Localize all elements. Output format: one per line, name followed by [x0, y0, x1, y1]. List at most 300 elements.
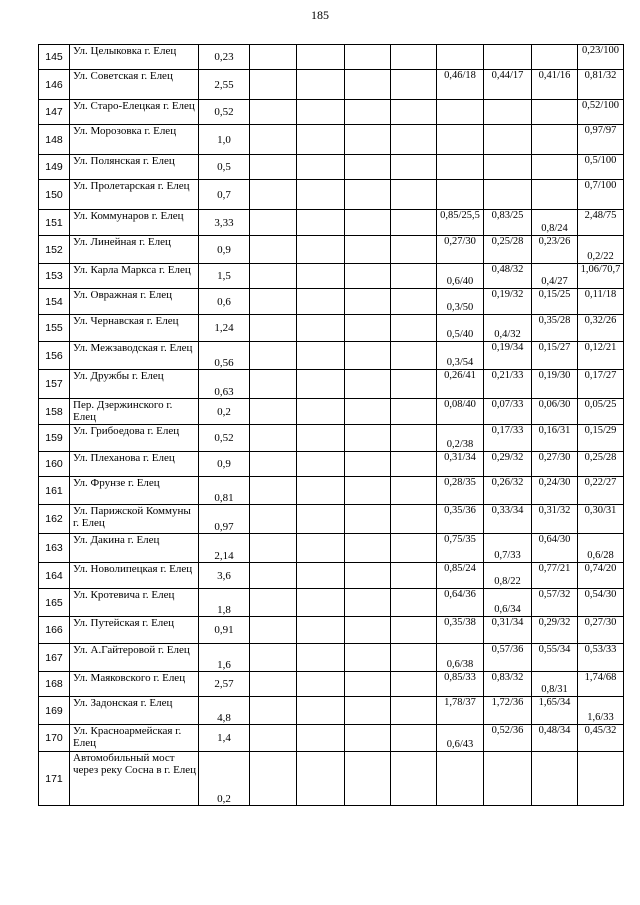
table-row: [39, 45, 624, 70]
empty-cell: [250, 563, 297, 589]
empty-cell: [391, 563, 437, 589]
empty-cell: [391, 155, 437, 180]
road-name-cell: Ул. Кротевича г. Елец: [70, 589, 199, 617]
empty-cell: [345, 236, 391, 264]
road-name-cell: Ул. А.Гайтеровой г. Елец: [70, 644, 199, 672]
length-cell: 0,91: [199, 617, 250, 644]
value-cell: 0,30/31: [578, 505, 624, 534]
table-row: [39, 452, 624, 477]
value-cell: 0,54/30: [578, 589, 624, 617]
empty-cell: [250, 477, 297, 505]
empty-cell: [250, 505, 297, 534]
length-cell: 1,6: [199, 644, 250, 672]
value-cell: 0,52/36: [484, 725, 532, 752]
row-number-cell: 146: [39, 70, 70, 100]
empty-cell: [297, 697, 345, 725]
road-name-cell: Ул. Задонская г. Елец: [70, 697, 199, 725]
empty-cell: [250, 370, 297, 399]
length-cell: 0,52: [199, 425, 250, 452]
table-row: [39, 589, 624, 617]
length-cell: 0,9: [199, 452, 250, 477]
empty-cell: [297, 477, 345, 505]
road-name-cell: Ул. Фрунзе г. Елец: [70, 477, 199, 505]
value-cell: 0,05/25: [578, 399, 624, 425]
value-cell: 0,97/97: [578, 125, 624, 155]
value-cell: 0,2/38: [437, 425, 484, 452]
empty-cell: [391, 210, 437, 236]
value-cell: 0,4/27: [532, 264, 578, 289]
value-cell: [437, 125, 484, 155]
empty-cell: [297, 672, 345, 697]
empty-cell: [391, 589, 437, 617]
value-cell: 0,15/25: [532, 289, 578, 315]
value-cell: 1,6/33: [578, 697, 624, 725]
value-cell: [484, 155, 532, 180]
empty-cell: [345, 125, 391, 155]
value-cell: 0,53/33: [578, 644, 624, 672]
value-cell: [437, 180, 484, 210]
row-number-cell: 161: [39, 477, 70, 505]
empty-cell: [345, 425, 391, 452]
row-number-cell: 158: [39, 399, 70, 425]
value-cell: 0,57/32: [532, 589, 578, 617]
empty-cell: [297, 505, 345, 534]
empty-cell: [391, 45, 437, 70]
value-cell: 0,08/40: [437, 399, 484, 425]
length-cell: 0,7: [199, 180, 250, 210]
empty-cell: [250, 155, 297, 180]
value-cell: 0,8/24: [532, 210, 578, 236]
value-cell: 0,64/36: [437, 589, 484, 617]
empty-cell: [297, 617, 345, 644]
empty-cell: [297, 342, 345, 370]
value-cell: 0,27/30: [578, 617, 624, 644]
value-cell: 0,16/31: [532, 425, 578, 452]
empty-cell: [345, 315, 391, 342]
value-cell: 0,15/27: [532, 342, 578, 370]
road-name-cell: Ул. Путейская г. Елец: [70, 617, 199, 644]
value-cell: 0,24/30: [532, 477, 578, 505]
length-cell: 0,2: [199, 752, 250, 806]
length-cell: 0,6: [199, 289, 250, 315]
empty-cell: [297, 399, 345, 425]
empty-cell: [297, 563, 345, 589]
value-cell: 2,48/75: [578, 210, 624, 236]
value-cell: 0,48/32: [484, 264, 532, 289]
value-cell: 0,26/32: [484, 477, 532, 505]
value-cell: [437, 45, 484, 70]
value-cell: 0,74/20: [578, 563, 624, 589]
table-row: [39, 563, 624, 589]
empty-cell: [250, 617, 297, 644]
value-cell: 0,6/43: [437, 725, 484, 752]
table-row: [39, 125, 624, 155]
empty-cell: [297, 644, 345, 672]
empty-cell: [250, 644, 297, 672]
value-cell: 0,52/100: [578, 100, 624, 125]
table-row: [39, 399, 624, 425]
value-cell: 1,74/68: [578, 672, 624, 697]
empty-cell: [297, 370, 345, 399]
value-cell: 0,6/28: [578, 534, 624, 563]
length-cell: 2,55: [199, 70, 250, 100]
road-name-cell: Ул. Коммунаров г. Елец: [70, 210, 199, 236]
value-cell: 0,31/34: [484, 617, 532, 644]
value-cell: [578, 752, 624, 806]
empty-cell: [391, 452, 437, 477]
empty-cell: [250, 589, 297, 617]
empty-cell: [391, 644, 437, 672]
length-cell: 0,97: [199, 505, 250, 534]
road-name-cell: Ул. Старо-Елецкая г. Елец: [70, 100, 199, 125]
table-row: [39, 70, 624, 100]
table-row: [39, 210, 624, 236]
table-row: [39, 425, 624, 452]
road-name-cell: Ул. Карла Маркса г. Елец: [70, 264, 199, 289]
empty-cell: [345, 725, 391, 752]
value-cell: 0,26/41: [437, 370, 484, 399]
empty-cell: [297, 589, 345, 617]
empty-cell: [345, 534, 391, 563]
empty-cell: [250, 236, 297, 264]
value-cell: 0,8/31: [532, 672, 578, 697]
length-cell: 0,63: [199, 370, 250, 399]
empty-cell: [297, 264, 345, 289]
value-cell: 0,6/38: [437, 644, 484, 672]
value-cell: [532, 125, 578, 155]
row-number-cell: 155: [39, 315, 70, 342]
value-cell: 0,25/28: [578, 452, 624, 477]
value-cell: 0,45/32: [578, 725, 624, 752]
value-cell: [532, 45, 578, 70]
road-name-cell: Пер. Дзержинского г. Елец: [70, 399, 199, 425]
empty-cell: [297, 752, 345, 806]
table-row: [39, 180, 624, 210]
empty-cell: [391, 425, 437, 452]
table-row: [39, 644, 624, 672]
empty-cell: [391, 672, 437, 697]
row-number-cell: 152: [39, 236, 70, 264]
empty-cell: [250, 534, 297, 563]
empty-cell: [345, 155, 391, 180]
road-name-cell: Автомобильный мост через реку Сосна в г. Елец: [70, 752, 199, 806]
value-cell: [484, 752, 532, 806]
table-row: [39, 477, 624, 505]
row-number-cell: 166: [39, 617, 70, 644]
empty-cell: [391, 617, 437, 644]
value-cell: 0,64/30: [532, 534, 578, 563]
value-cell: 0,7/100: [578, 180, 624, 210]
value-cell: 0,06/30: [532, 399, 578, 425]
empty-cell: [391, 125, 437, 155]
empty-cell: [345, 477, 391, 505]
empty-cell: [345, 210, 391, 236]
empty-cell: [391, 370, 437, 399]
value-cell: 0,77/21: [532, 563, 578, 589]
table-row: [39, 752, 624, 806]
length-cell: 1,24: [199, 315, 250, 342]
value-cell: 0,19/34: [484, 342, 532, 370]
value-cell: [484, 100, 532, 125]
empty-cell: [250, 697, 297, 725]
empty-cell: [297, 425, 345, 452]
empty-cell: [345, 505, 391, 534]
value-cell: 0,44/17: [484, 70, 532, 100]
row-number-cell: 171: [39, 752, 70, 806]
empty-cell: [297, 100, 345, 125]
table-row: [39, 672, 624, 697]
value-cell: 0,32/26: [578, 315, 624, 342]
table-row: [39, 155, 624, 180]
value-cell: [484, 180, 532, 210]
table-row: [39, 697, 624, 725]
value-cell: 0,23/26: [532, 236, 578, 264]
road-name-cell: Ул. Овражная г. Елец: [70, 289, 199, 315]
value-cell: 1,65/34: [532, 697, 578, 725]
empty-cell: [250, 180, 297, 210]
empty-cell: [250, 45, 297, 70]
value-cell: 0,3/54: [437, 342, 484, 370]
empty-cell: [345, 289, 391, 315]
row-number-cell: 148: [39, 125, 70, 155]
empty-cell: [345, 452, 391, 477]
empty-cell: [250, 672, 297, 697]
empty-cell: [250, 210, 297, 236]
value-cell: 0,25/28: [484, 236, 532, 264]
value-cell: 0,83/25: [484, 210, 532, 236]
row-number-cell: 163: [39, 534, 70, 563]
empty-cell: [345, 589, 391, 617]
empty-cell: [250, 125, 297, 155]
table-row: [39, 617, 624, 644]
empty-cell: [391, 70, 437, 100]
row-number-cell: 164: [39, 563, 70, 589]
empty-cell: [345, 342, 391, 370]
empty-cell: [391, 477, 437, 505]
length-cell: 0,2: [199, 399, 250, 425]
length-cell: 1,8: [199, 589, 250, 617]
value-cell: 0,15/29: [578, 425, 624, 452]
value-cell: 0,28/35: [437, 477, 484, 505]
empty-cell: [345, 617, 391, 644]
empty-cell: [250, 100, 297, 125]
length-cell: 0,52: [199, 100, 250, 125]
empty-cell: [250, 315, 297, 342]
row-number-cell: 170: [39, 725, 70, 752]
empty-cell: [345, 697, 391, 725]
length-cell: 3,33: [199, 210, 250, 236]
row-number-cell: 167: [39, 644, 70, 672]
road-name-cell: Ул. Парижской Коммуны г. Елец: [70, 505, 199, 534]
table-row: [39, 534, 624, 563]
row-number-cell: 159: [39, 425, 70, 452]
empty-cell: [297, 534, 345, 563]
road-name-cell: Ул. Новолипецкая г. Елец: [70, 563, 199, 589]
empty-cell: [345, 264, 391, 289]
value-cell: 0,85/33: [437, 672, 484, 697]
table-row: [39, 236, 624, 264]
empty-cell: [391, 100, 437, 125]
empty-cell: [250, 725, 297, 752]
length-cell: 0,23: [199, 45, 250, 70]
empty-cell: [391, 697, 437, 725]
row-number-cell: 168: [39, 672, 70, 697]
empty-cell: [345, 70, 391, 100]
value-cell: 0,19/30: [532, 370, 578, 399]
empty-cell: [250, 752, 297, 806]
empty-cell: [250, 425, 297, 452]
empty-cell: [250, 399, 297, 425]
row-number-cell: 151: [39, 210, 70, 236]
value-cell: 0,55/34: [532, 644, 578, 672]
empty-cell: [391, 752, 437, 806]
value-cell: 0,46/18: [437, 70, 484, 100]
row-number-cell: 169: [39, 697, 70, 725]
road-name-cell: Ул. Советская г. Елец: [70, 70, 199, 100]
value-cell: 0,3/50: [437, 289, 484, 315]
value-cell: 0,75/35: [437, 534, 484, 563]
empty-cell: [297, 155, 345, 180]
empty-cell: [345, 672, 391, 697]
length-cell: 3,6: [199, 563, 250, 589]
value-cell: 0,6/40: [437, 264, 484, 289]
empty-cell: [391, 289, 437, 315]
empty-cell: [391, 342, 437, 370]
table-row: [39, 505, 624, 534]
road-name-cell: Ул. Полянская г. Елец: [70, 155, 199, 180]
value-cell: 0,35/28: [532, 315, 578, 342]
value-cell: 0,19/32: [484, 289, 532, 315]
empty-cell: [297, 45, 345, 70]
value-cell: 1,78/37: [437, 697, 484, 725]
table-row: [39, 725, 624, 752]
empty-cell: [345, 399, 391, 425]
value-cell: [437, 752, 484, 806]
empty-cell: [297, 125, 345, 155]
empty-cell: [345, 563, 391, 589]
value-cell: 0,27/30: [437, 236, 484, 264]
value-cell: [532, 155, 578, 180]
length-cell: 2,57: [199, 672, 250, 697]
empty-cell: [391, 180, 437, 210]
value-cell: 0,41/16: [532, 70, 578, 100]
value-cell: 0,21/33: [484, 370, 532, 399]
empty-cell: [250, 264, 297, 289]
row-number-cell: 150: [39, 180, 70, 210]
value-cell: 0,6/34: [484, 589, 532, 617]
row-number-cell: 160: [39, 452, 70, 477]
row-number-cell: 147: [39, 100, 70, 125]
empty-cell: [391, 399, 437, 425]
empty-cell: [391, 264, 437, 289]
empty-cell: [297, 315, 345, 342]
empty-cell: [297, 289, 345, 315]
value-cell: [437, 100, 484, 125]
length-cell: 4,8: [199, 697, 250, 725]
empty-cell: [345, 100, 391, 125]
value-cell: 0,5/40: [437, 315, 484, 342]
road-name-cell: Ул. Межзаводская г. Елец: [70, 342, 199, 370]
empty-cell: [297, 180, 345, 210]
empty-cell: [345, 45, 391, 70]
road-name-cell: Ул. Красноармейская г. Елец: [70, 725, 199, 752]
value-cell: 0,5/100: [578, 155, 624, 180]
roads-table: [38, 44, 624, 806]
value-cell: 0,29/32: [532, 617, 578, 644]
empty-cell: [345, 752, 391, 806]
empty-cell: [345, 644, 391, 672]
road-name-cell: Ул. Грибоедова г. Елец: [70, 425, 199, 452]
empty-cell: [391, 236, 437, 264]
value-cell: [532, 752, 578, 806]
table-row: [39, 315, 624, 342]
value-cell: 0,57/36: [484, 644, 532, 672]
table-row: [39, 342, 624, 370]
row-number-cell: 157: [39, 370, 70, 399]
road-name-cell: Ул. Дружбы г. Елец: [70, 370, 199, 399]
value-cell: 1,72/36: [484, 697, 532, 725]
value-cell: 0,29/32: [484, 452, 532, 477]
road-name-cell: Ул. Морозовка г. Елец: [70, 125, 199, 155]
empty-cell: [391, 534, 437, 563]
empty-cell: [250, 452, 297, 477]
length-cell: 1,5: [199, 264, 250, 289]
table-row: [39, 289, 624, 315]
value-cell: 0,12/21: [578, 342, 624, 370]
value-cell: 0,07/33: [484, 399, 532, 425]
value-cell: [437, 155, 484, 180]
value-cell: 0,81/32: [578, 70, 624, 100]
road-name-cell: Ул. Дакина г. Елец: [70, 534, 199, 563]
value-cell: 0,85/24: [437, 563, 484, 589]
row-number-cell: 162: [39, 505, 70, 534]
table-body: [39, 45, 624, 806]
value-cell: 0,83/32: [484, 672, 532, 697]
row-number-cell: 165: [39, 589, 70, 617]
length-cell: 0,81: [199, 477, 250, 505]
row-number-cell: 154: [39, 289, 70, 315]
value-cell: 0,17/33: [484, 425, 532, 452]
length-cell: 1,4: [199, 725, 250, 752]
table-row: [39, 100, 624, 125]
empty-cell: [297, 725, 345, 752]
page-number: 185: [311, 8, 329, 22]
value-cell: 0,11/18: [578, 289, 624, 315]
length-cell: 1,0: [199, 125, 250, 155]
table-row: [39, 370, 624, 399]
road-name-cell: Ул. Пролетарская г. Елец: [70, 180, 199, 210]
value-cell: 0,35/36: [437, 505, 484, 534]
value-cell: [532, 100, 578, 125]
road-name-cell: Ул. Плеханова г. Елец: [70, 452, 199, 477]
row-number-cell: 149: [39, 155, 70, 180]
value-cell: 0,17/27: [578, 370, 624, 399]
value-cell: 0,31/32: [532, 505, 578, 534]
road-name-cell: Ул. Целыковка г. Елец: [70, 45, 199, 70]
empty-cell: [345, 180, 391, 210]
value-cell: 0,48/34: [532, 725, 578, 752]
value-cell: 0,35/38: [437, 617, 484, 644]
empty-cell: [345, 370, 391, 399]
value-cell: 0,8/22: [484, 563, 532, 589]
value-cell: 1,06/70,7: [578, 264, 624, 289]
road-name-cell: Ул. Маяковского г. Елец: [70, 672, 199, 697]
value-cell: 0,4/32: [484, 315, 532, 342]
table-row: [39, 264, 624, 289]
empty-cell: [297, 452, 345, 477]
length-cell: 0,5: [199, 155, 250, 180]
empty-cell: [250, 342, 297, 370]
